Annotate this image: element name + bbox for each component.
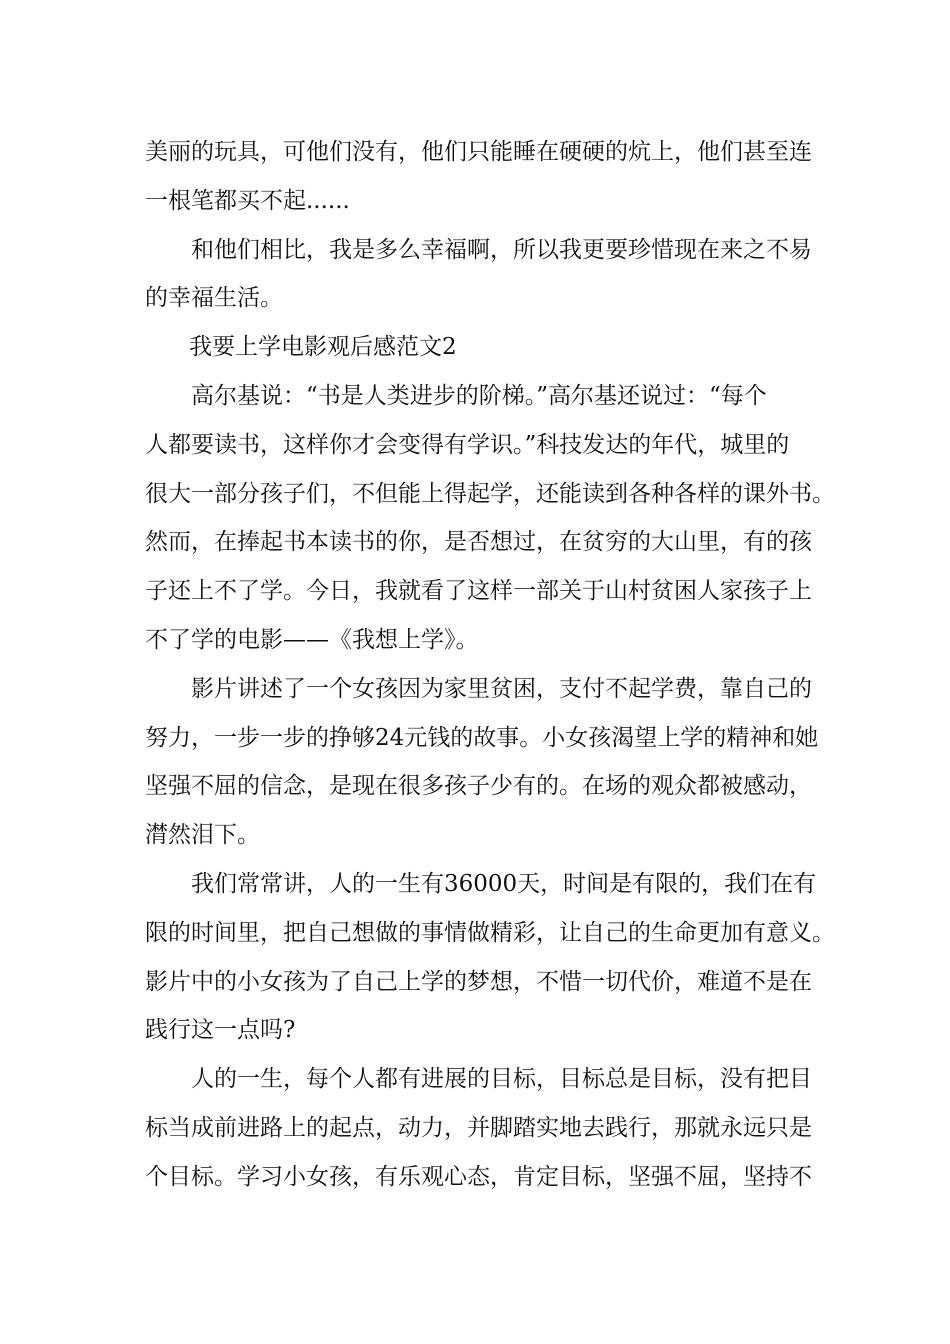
text-line: 坚强不屈的信念，是现在很多孩子少有的。在场的观众都被感动， [145, 773, 812, 800]
document-body [145, 128, 835, 1202]
text-line: 标当成前进路上的起点，动力，并脚踏实地去践行，那就永远只是 [145, 1114, 812, 1141]
text-line: 子还上不了学。今日，我就看了这样一部关于山村贫困人家孩子上 [145, 578, 812, 605]
text-line: 人都要读书，这样你才会变得有学识。”科技发达的年代，城里的 [145, 431, 790, 458]
text-line: 高尔基说：“书是人类进步的阶梯。”高尔基还说过：“每个 [191, 382, 767, 409]
text-line: 影片讲述了一个女孩因为家里贫困，支付不起学费，靠自己的 [191, 675, 812, 702]
text-line: 美丽的玩具，可他们没有，他们只能睡在硬硬的炕上，他们甚至连 [145, 139, 812, 165]
text-line: 践行这一点吗? [145, 1017, 296, 1044]
text-line: 努力，一步一步的挣够24元钱的故事。小女孩渴望上学的精神和她 [145, 724, 819, 751]
text-line: 潸然泪下。 [145, 822, 260, 849]
text-line: 一根笔都买不起...... [145, 187, 350, 214]
text-line: 不了学的电影——《我想上学》。 [145, 626, 479, 653]
text-line: 的幸福生活。 [145, 285, 283, 312]
text-line: 影片中的小女孩为了自己上学的梦想，不惜一切代价，难道不是在 [145, 968, 812, 995]
text-line: 人的一生，每个人都有进展的目标，目标总是目标，没有把目 [191, 1066, 812, 1093]
section-heading: 我要上学电影观后感范文2 [189, 334, 457, 361]
text-line: 我们常常讲，人的一生有36000天，时间是有限的，我们在有 [191, 870, 817, 897]
text-line: 限的时间里，把自己想做的事情做精彩，让自己的生命更加有意义。 [145, 919, 835, 946]
text-line: 然而，在捧起书本读书的你，是否想过，在贫穷的大山里，有的孩 [145, 529, 812, 556]
text-line: 很大一部分孩子们，不但能上得起学，还能读到各种各样的课外书。 [145, 480, 835, 507]
text-line: 个目标。学习小女孩，有乐观心态，肯定目标，坚强不屈，坚持不 [145, 1163, 812, 1190]
text-line: 和他们相比，我是多么幸福啊，所以我更要珍惜现在来之不易 [191, 236, 812, 263]
